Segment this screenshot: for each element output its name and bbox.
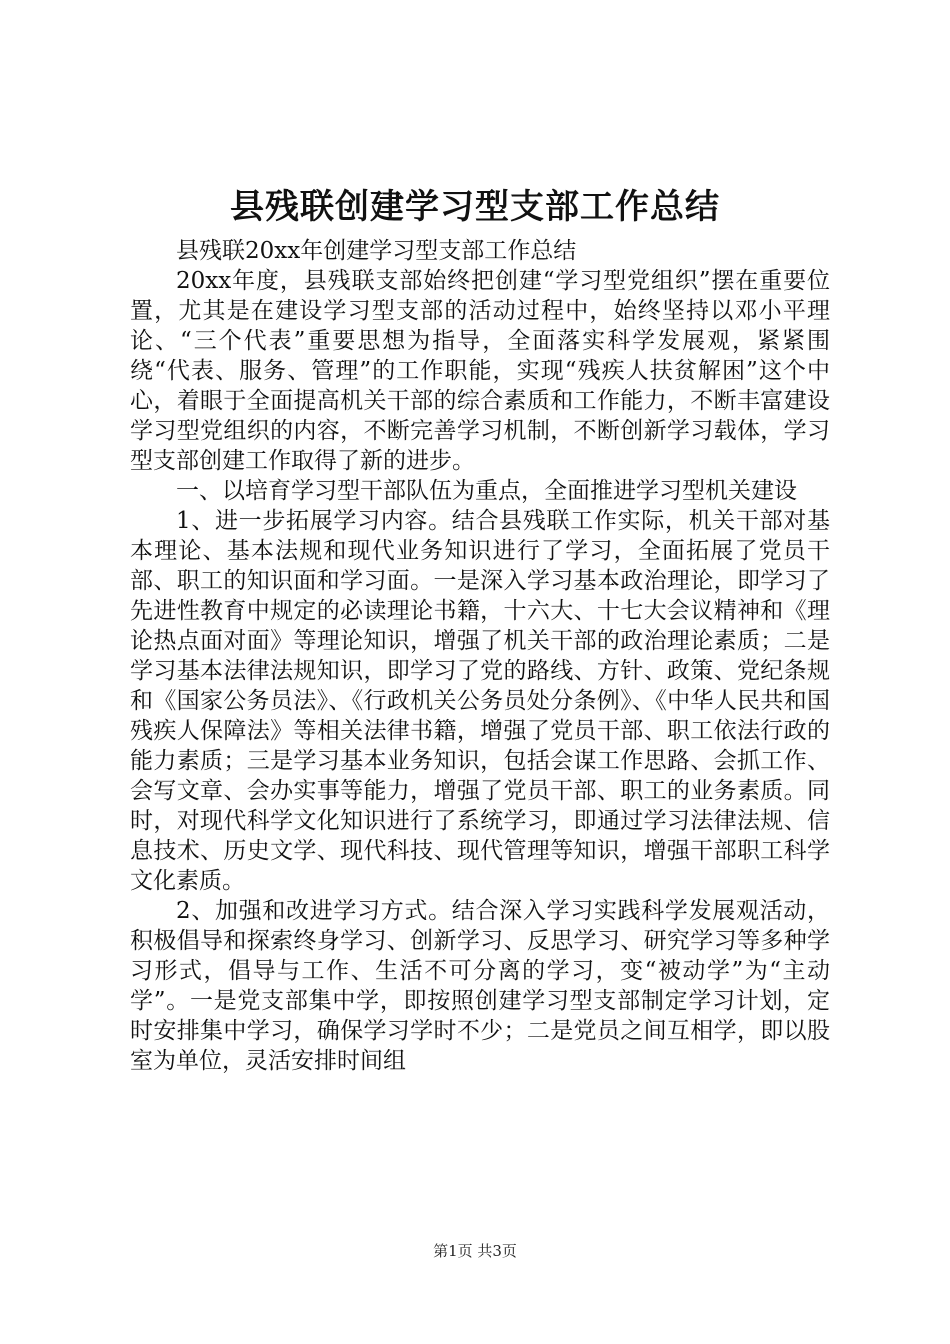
page-footer: 第1页 共3页: [433, 1242, 517, 1260]
paragraph-item-2: 2、加强和改进学习方式。结合深入学习实践科学发展观活动，积极倡导和探索终身学习、创新学习、反思学习、研究学习等多种学习形式，倡导与工作、生活不可分离的学习，变“被动学”为“主动学”。一是党支部集中学，即按照创建学习型支部制定学习计划，定时安排集中学习，确保学习学时不少；二是党员之间互相学，即以股室为单位，灵活安排时间组: [130, 898, 830, 1074]
paragraph-item-1: 1、进一步拓展学习内容。结合县残联工作实际，机关干部对基本理论、基本法规和现代业务知识进行了学习，全面拓展了党员干部、职工的知识面和学习面。一是深入学习基本政治理论，即学习了先进性教育中规定的必读理论书籍，十六大、十七大会议精神和《理论热点面对面》等理论知识，增强了机关干部的政治理论素质；二是学习基本法律法规知识，即学习了党的路线、方针、政策、党纪条规和《国家公务员法》、《行政机关公务员处分条例》、《中华人民共和国残疾人保障法》等相关法律书籍，增强了党员干部、职工依法行政的能力素质；三是学习基本业务知识，包括会谋工作思路、会抓工作、会写文章、会办实事等能力，增强了党员干部、职工的业务素质。同时，对现代科学文化知识进行了系统学习，即通过学习法律法规、信息技术、历史文学、现代科技、现代管理等知识，增强干部职工科学文化素质。: [130, 508, 830, 894]
section-heading-1: 一、以培育学习型干部队伍为重点，全面推进学习型机关建设: [176, 478, 797, 504]
paragraph-subtitle: 县残联20xx年创建学习型支部工作总结: [176, 238, 577, 264]
paragraph-intro: 20xx年度，县残联支部始终把创建“学习型党组织”摆在重要位置，尤其是在建设学习型支部的活动过程中，始终坚持以邓小平理论、“三个代表”重要思想为指导，全面落实科学发展观，紧紧围绕“代表、服务、管理”的工作职能，实现“残疾人扶贫解困”这个中心，着眼于全面提高机关干部的综合素质和工作能力，不断丰富建设学习型党组织的内容，不断完善学习机制，不断创新学习载体，学习型支部创建工作取得了新的进步。: [130, 268, 830, 474]
document-title: 县残联创建学习型支部工作总结: [230, 187, 720, 227]
document-body: [130, 236, 830, 1076]
